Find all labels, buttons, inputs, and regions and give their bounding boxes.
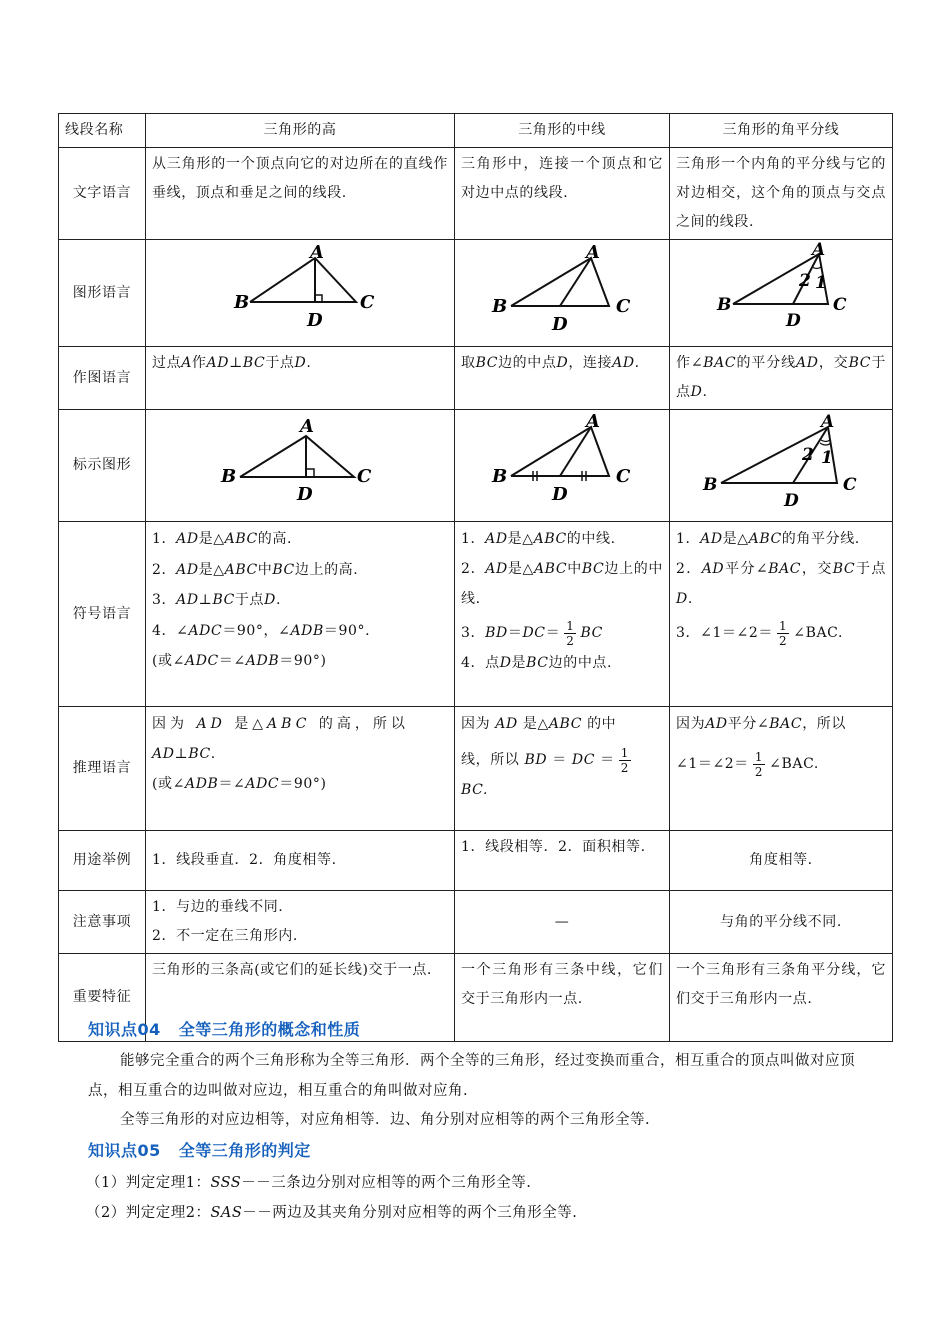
label-d: D (784, 491, 800, 510)
cell-text: 一个三角形有三条中线，它们交于三角形内一点. (455, 954, 670, 1042)
row-label: 推理语言 (59, 707, 146, 831)
cell-text: 1．AD是△ABC的角平分线. 2．AD平分∠BAC，交BC于点D. 3．∠1＝∠2＝ $\frac{1}{2}$ ∠BAC. (670, 522, 893, 707)
cell-text: 角度相等. (670, 831, 893, 891)
cell-text: 1．线段相等．2．面积相等. (455, 831, 670, 891)
fraction: $\frac{1}{2}$ (620, 745, 629, 775)
table-row (59, 891, 893, 954)
label-b: B (221, 466, 237, 487)
label-a: A (310, 242, 325, 263)
row-label: 标示图形 (59, 410, 146, 522)
label-b: B (703, 475, 718, 495)
row-label: 重要特征 (59, 954, 146, 1042)
cell-text: 因为 AD 是△ABC 的高，所以 AD⊥BC. (或∠ADB＝∠ADC＝90°) (146, 707, 455, 831)
row-label: 作图语言 (59, 347, 146, 410)
cell-text: 三角形的三条高(或它们的延长线)交于一点. (146, 954, 455, 1042)
median-figure (456, 240, 668, 335)
row-label: 用途举例 (59, 831, 146, 891)
section-heading-05 (88, 1138, 329, 1161)
figure-cell (455, 240, 670, 347)
table-row (59, 148, 893, 240)
cell-text: 1．AD是△ABC的中线. 2．AD是△ABC中BC边上的中线. 3．BD＝DC＝ $\frac{1}{2}$ BC 4．点D是BC边的中点. (455, 522, 670, 707)
table-row (59, 707, 893, 831)
cell-text: 从三角形的一个顶点向它的对边所在的直线作垂线，顶点和垂足之间的线段. (146, 148, 455, 240)
cell-text: 因为AD平分∠BAC，所以 ∠1＝∠2＝ $\frac{1}{2}$ ∠BAC. (670, 707, 893, 831)
figure-cell (146, 240, 455, 347)
figure-cell (670, 240, 893, 347)
label-c: C (616, 466, 631, 487)
altitude-figure (150, 240, 450, 335)
figure-cell (146, 410, 455, 522)
header-cell: 线段名称 (59, 114, 146, 148)
label-a: A (821, 412, 835, 432)
comparison-table (58, 113, 893, 1042)
theorem-line: （2）判定定理2：SAS－－两边及其夹角分别对应相等的两个三角形全等. (86, 1205, 578, 1221)
altitude-marked-figure (150, 410, 450, 510)
label-c: C (833, 295, 848, 315)
label-b: B (234, 292, 250, 313)
angle-label-1: 1 (821, 448, 834, 468)
median-marked-figure (456, 410, 668, 510)
fraction: $\frac{1}{2}$ (778, 618, 788, 648)
bisector-marked-figure (671, 410, 891, 510)
label-c: C (360, 292, 375, 313)
row-label: 符号语言 (59, 522, 146, 707)
label-d: D (307, 310, 324, 331)
label-c: C (616, 296, 631, 317)
section-heading-04 (88, 1017, 378, 1040)
cell-text: 与角的平分线不同. (670, 891, 893, 954)
cell-text: 三角形中，连接一个顶点和它对边中点的线段. (455, 148, 670, 240)
table-row (59, 347, 893, 410)
paragraph: 能够完全重合的两个三角形称为全等三角形．两个全等的三角形，经过变换而重合，相互重合的顶点叫做对应顶点，相互重合的边叫做对应边，相互重合的角叫做对应角. (88, 1053, 855, 1099)
cell-text: 1．AD是△ABC的高. 2．AD是△ABC中BC边上的高. 3．AD⊥BC于点D. 4．∠ADC＝90°，∠ADB＝90°. (或∠ADC＝∠ADB＝90°) (146, 522, 455, 707)
label-c: C (843, 475, 858, 495)
cell-text: 过点A作AD⊥BC于点D. (146, 347, 455, 410)
row-label: 文字语言 (59, 148, 146, 240)
header-cell: 三角形的中线 (455, 114, 670, 148)
cell-text: 一个三角形有三条角平分线，它们交于三角形内一点. (670, 954, 893, 1042)
label-d: D (552, 484, 569, 505)
label-c: C (357, 466, 372, 487)
section-title: 全等三角形的判定 (178, 1141, 311, 1160)
figure-cell (670, 410, 893, 522)
paragraph: 全等三角形的对应边相等，对应角相等．边、角分别对应相等的两个三角形全等. (120, 1112, 651, 1128)
label-b: B (492, 296, 508, 317)
label-b: B (492, 466, 508, 487)
label-a: A (586, 411, 601, 432)
angle-label-2: 2 (802, 445, 815, 465)
label-a: A (812, 240, 826, 260)
theorem-line: （1）判定定理1：SSS－－三条边分别对应相等的两个三角形全等. (86, 1175, 532, 1191)
angle-label-1: 1 (815, 273, 828, 293)
header-cell: 三角形的角平分线 (670, 114, 893, 148)
cell-text: 取BC边的中点D，连接AD. (455, 347, 670, 410)
label-a: A (300, 416, 315, 437)
row-label: 注意事项 (59, 891, 146, 954)
figure-cell (455, 410, 670, 522)
cell-text: — (455, 891, 670, 954)
row-label: 图形语言 (59, 240, 146, 347)
label-b: B (717, 295, 732, 315)
table-row (59, 240, 893, 347)
table-row (59, 522, 893, 707)
table-row (59, 831, 893, 891)
header-cell: 三角形的高 (146, 114, 455, 148)
label-a: A (586, 242, 601, 263)
cell-text: 1．与边的垂线不同. 2．不一定在三角形内. (146, 891, 455, 954)
section-number: 知识点04 (88, 1020, 161, 1039)
header-row (59, 114, 893, 148)
label-d: D (552, 314, 569, 335)
label-d: D (786, 311, 802, 331)
cell-text: 1．线段垂直．2．角度相等. (146, 831, 455, 891)
fraction: $\frac{1}{2}$ (754, 749, 764, 779)
section-number: 知识点05 (88, 1141, 161, 1160)
bisector-figure (671, 240, 891, 335)
angle-label-2: 2 (799, 271, 812, 291)
label-d: D (297, 484, 314, 505)
section-title: 全等三角形的概念和性质 (178, 1020, 361, 1039)
cell-text: 作∠BAC的平分线AD，交BC于点D. (670, 347, 893, 410)
fraction: $\frac{1}{2}$ (566, 618, 575, 648)
cell-text: 三角形一个内角的平分线与它的对边相交，这个角的顶点与交点之间的线段. (670, 148, 893, 240)
cell-text: 因为 AD 是△ABC 的中 线，所以 BD ＝ DC ＝ $\frac{1}{2}$ BC. (455, 707, 670, 831)
table-row (59, 410, 893, 522)
